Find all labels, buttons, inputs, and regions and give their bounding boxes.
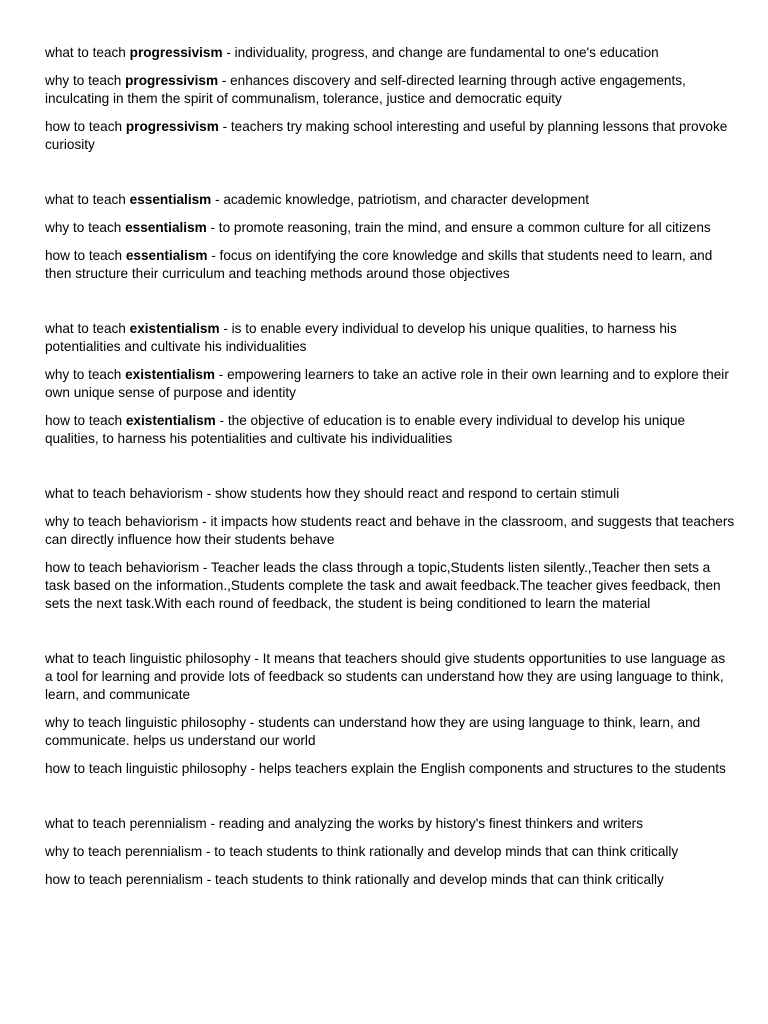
philosophy-term: linguistic philosophy	[125, 715, 247, 730]
entry-how-to-teach	[45, 118, 735, 154]
entry-prefix: what to teach	[45, 45, 130, 60]
entry-text: - is to enable every individual to develop his unique qualities, to harness his potentialities and cultivate his individualities	[45, 321, 677, 354]
entry-prefix: why to teach	[45, 367, 126, 382]
entry-why-to-teach	[45, 366, 735, 402]
section-spacer	[45, 458, 735, 485]
entry-text: - helps teachers explain the English components and structures to the students	[246, 761, 726, 776]
entry-how-to-teach	[45, 247, 735, 283]
section-essentialism	[45, 191, 735, 283]
philosophy-term: linguistic philosophy	[129, 651, 251, 666]
entry-prefix: how to teach	[45, 560, 126, 575]
section-spacer	[45, 164, 735, 191]
entry-what-to-teach	[45, 650, 735, 704]
philosophy-term: progressivism	[129, 45, 223, 60]
entry-prefix: why to teach	[45, 715, 126, 730]
entry-what-to-teach	[45, 815, 735, 833]
section-existentialism	[45, 320, 735, 448]
entry-text: - enhances discovery and self-directed learning through active engagements, inculcating in them the spirit of communalism, tolerance, justice and democratic equity	[45, 73, 686, 106]
entry-text: - focus on identifying the core knowledge and skills that students need to learn, and then structure their curriculum and teaching methods around those objectives	[45, 248, 713, 281]
entry-text: - the objective of education is to enable every individual to develop his unique qualities, to harness his potentialities and cultivate his individualities	[45, 413, 686, 446]
section-spacer	[45, 788, 735, 815]
entry-why-to-teach	[45, 714, 735, 750]
entry-text: - It means that teachers should give students opportunities to use language as a tool for learning and provide lots of feedback so students can understand how they are using language to think, learn, and communicate	[45, 651, 726, 702]
philosophy-term: progressivism	[125, 119, 219, 134]
entry-text: - individuality, progress, and change are fundamental to one's education	[222, 45, 659, 60]
entry-prefix: how to teach	[45, 413, 126, 428]
entry-prefix: what to teach	[45, 651, 130, 666]
philosophy-term: perennialism	[125, 844, 203, 859]
section-spacer	[45, 623, 735, 650]
entry-prefix: how to teach	[45, 761, 126, 776]
entry-what-to-teach	[45, 485, 735, 503]
philosophy-term: perennialism	[129, 816, 207, 831]
entry-why-to-teach	[45, 219, 735, 237]
entry-prefix: how to teach	[45, 872, 126, 887]
philosophy-term: perennialism	[125, 872, 203, 887]
entry-prefix: how to teach	[45, 119, 126, 134]
entry-prefix: how to teach	[45, 248, 126, 263]
section-spacer	[45, 293, 735, 320]
entry-what-to-teach	[45, 320, 735, 356]
philosophy-term: essentialism	[125, 220, 207, 235]
philosophy-term: behaviorism	[125, 560, 200, 575]
entry-what-to-teach	[45, 191, 735, 209]
entry-prefix: what to teach	[45, 321, 130, 336]
entry-how-to-teach	[45, 871, 735, 889]
section-behaviorism	[45, 485, 735, 613]
entry-why-to-teach	[45, 72, 735, 108]
entry-text: - academic knowledge, patriotism, and character development	[211, 192, 590, 207]
philosophy-term: linguistic philosophy	[125, 761, 247, 776]
philosophy-term: existentialism	[125, 413, 216, 428]
document-page	[45, 44, 735, 899]
philosophy-term: existentialism	[129, 321, 220, 336]
entry-how-to-teach	[45, 760, 735, 778]
entry-how-to-teach	[45, 412, 735, 448]
entry-text: - Teacher leads the class through a topic,Students listen silently.,Teacher then sets a task based on the information.,Students complete the task and await feedback.The teacher gives feedback, then sets the next task.With each round of feedback, the student is being conditioned to learn the material	[45, 560, 721, 611]
entry-text: - to teach students to think rationally and develop minds that can think critically	[202, 844, 679, 859]
entry-why-to-teach	[45, 513, 735, 549]
section-perennialism	[45, 815, 735, 889]
entry-text: - empowering learners to take an active role in their own learning and to explore their own unique sense of purpose and identity	[45, 367, 729, 400]
entry-how-to-teach	[45, 559, 735, 613]
entry-text: - students can understand how they are using language to think, learn, and communicate. helps us understand our world	[45, 715, 701, 748]
section-progressivism	[45, 44, 735, 154]
entry-text: - it impacts how students react and behave in the classroom, and suggests that teachers can directly influence how their students behave	[45, 514, 735, 547]
entry-text: - reading and analyzing the works by history's finest thinkers and writers	[206, 816, 644, 831]
philosophy-term: behaviorism	[125, 514, 199, 529]
entry-prefix: why to teach	[45, 220, 126, 235]
entry-prefix: why to teach	[45, 73, 126, 88]
philosophy-term: behaviorism	[129, 486, 203, 501]
philosophy-term: essentialism	[129, 192, 212, 207]
entry-prefix: what to teach	[45, 192, 130, 207]
philosophy-term: progressivism	[125, 73, 219, 88]
entry-why-to-teach	[45, 843, 735, 861]
entry-text: - to promote reasoning, train the mind, and ensure a common culture for all citizens	[206, 220, 711, 235]
entry-prefix: what to teach	[45, 816, 130, 831]
entry-text: - show students how they should react and respond to certain stimuli	[202, 486, 620, 501]
entry-prefix: why to teach	[45, 844, 126, 859]
entry-text: - teach students to think rationally and develop minds that can think critically	[202, 872, 664, 887]
entry-text: - teachers try making school interesting and useful by planning lessons that provoke curiosity	[45, 119, 728, 152]
philosophy-term: existentialism	[125, 367, 216, 382]
entry-what-to-teach	[45, 44, 735, 62]
entry-prefix: what to teach	[45, 486, 130, 501]
section-linguistic-philosophy	[45, 650, 735, 778]
philosophy-term: essentialism	[125, 248, 208, 263]
entry-prefix: why to teach	[45, 514, 126, 529]
